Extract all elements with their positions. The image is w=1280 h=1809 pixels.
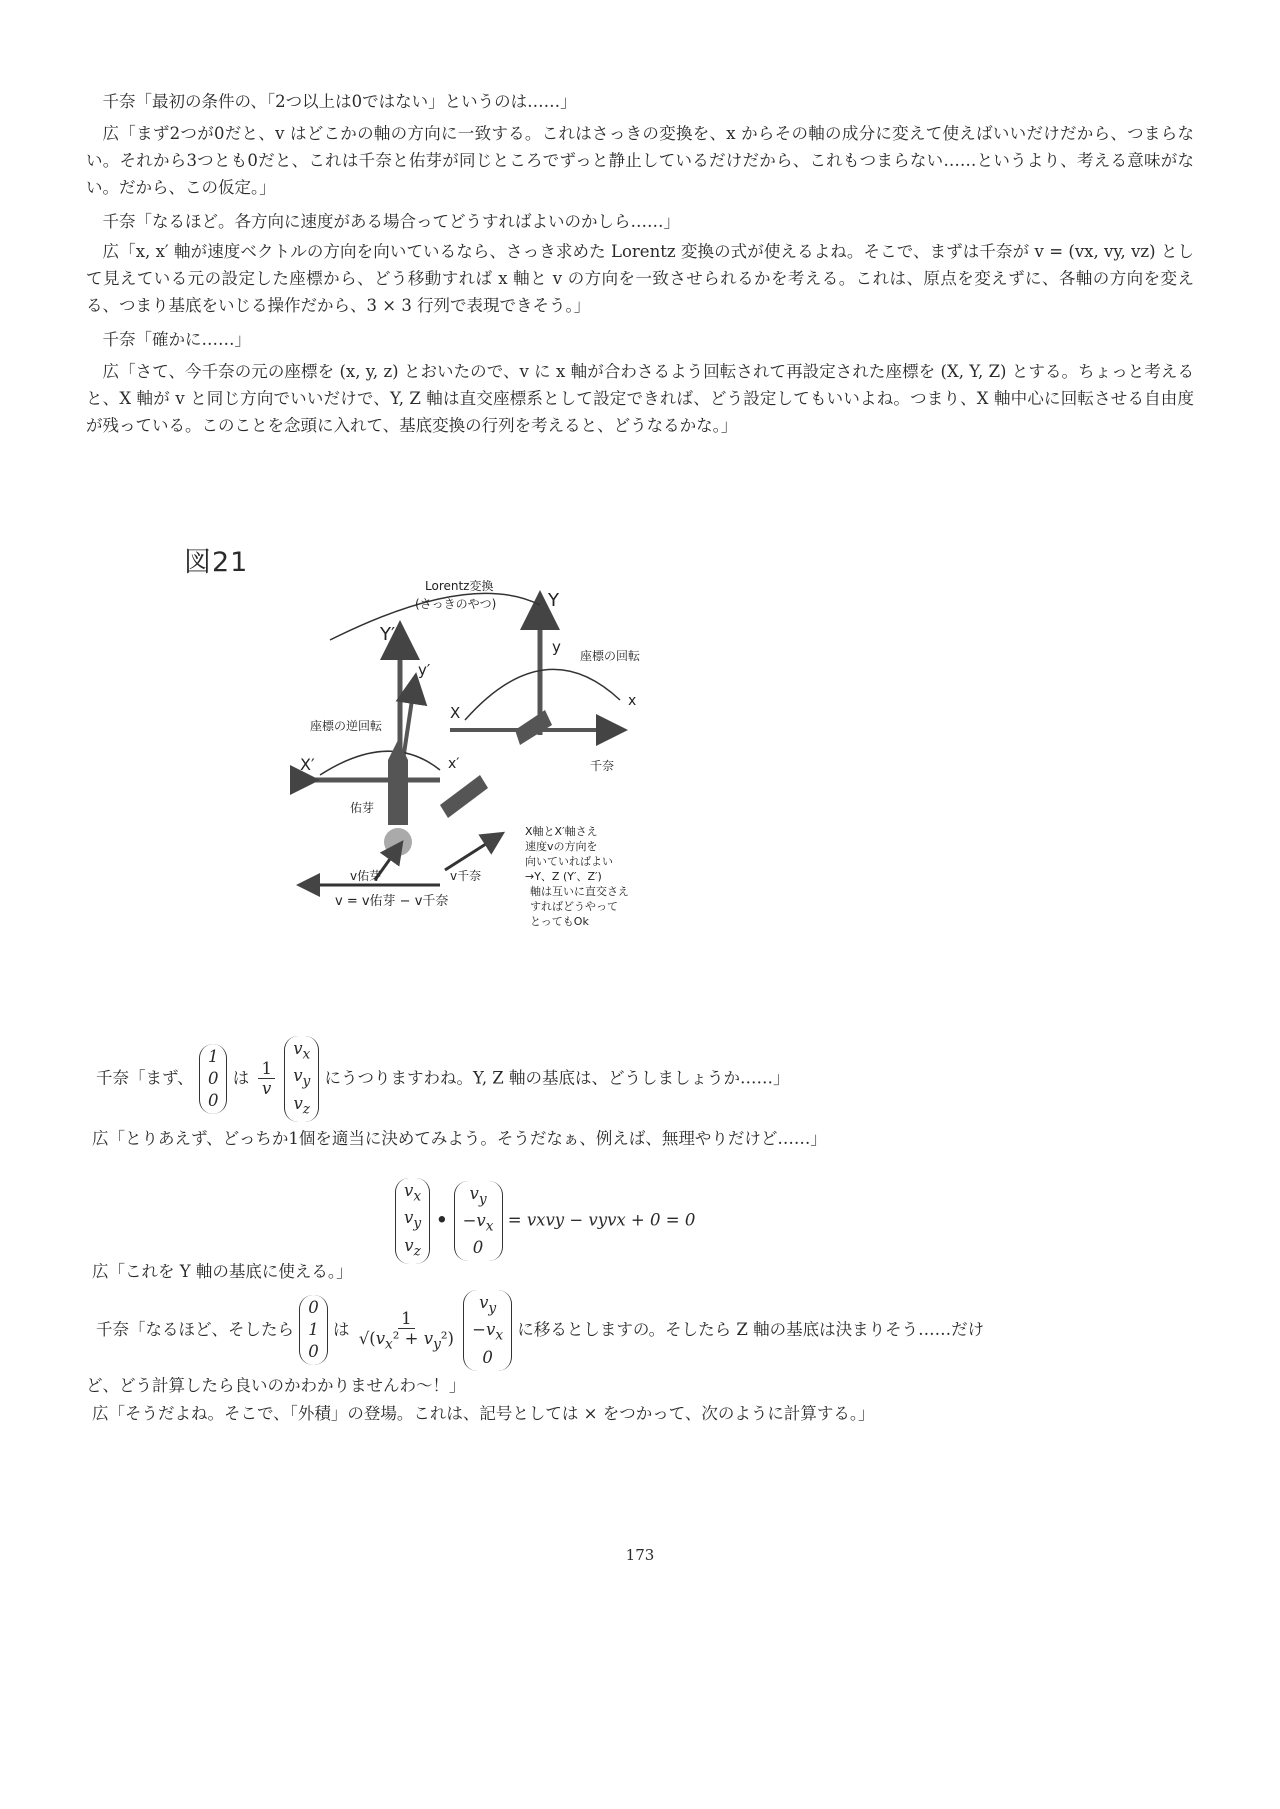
lorentz-sub-label: (さっきのやつ) [415, 597, 497, 611]
v-yume-label: v佑芽 [350, 869, 382, 883]
rotation-label: 座標の回転 [580, 649, 641, 663]
paragraph: 広「まず2つが0だと、v はどこかの軸の方向に一致する。これはさっきの変換を、x からその軸の成分に変えて使えばいいだけだから、つまらない。それから3つとも0だと、これは千奈と佑芽が同じところでずっと静止しているだけだから、これもつまらない……というより、考える意味がない。だから、この仮定。」 [86, 124, 1194, 197]
velocity-vector: $v_x$ $v_y$ $v_z$ [284, 1036, 319, 1122]
dialogue-line: 広「そうだよね。そこで、「外積」の登場。これは、記号としては × をつかって、次のように計算する。」 [92, 1404, 875, 1423]
normalization-fraction: $\frac{1}{√(v_x^2 + v_y^2)}$ [358, 1308, 454, 1352]
dialogue-text: 千奈「まず、 [96, 1068, 194, 1088]
orthogonal-vector: $v_y$ $-v_x$ 0 [454, 1181, 503, 1262]
yp-small-label: y′ [418, 661, 431, 679]
y-prime-label: Y′ [380, 624, 396, 645]
x-prime-label: X′ [300, 755, 315, 774]
dialogue-text: は [333, 1319, 350, 1339]
y-small-label: y [552, 638, 561, 656]
inverse-rotation-arc [320, 751, 440, 775]
rocket-yume [384, 740, 412, 856]
unit-vector-x: 1 0 0 [199, 1044, 228, 1114]
rotation-diagram [290, 580, 690, 940]
note-line: 速度vの方向を [525, 840, 598, 853]
fraction-1-over-v: $\frac{1}{v}$ [258, 1059, 275, 1098]
figure-21 [290, 580, 690, 940]
dialogue-line: 広「これを Y 軸の基底に使える。」 [92, 1262, 353, 1281]
note-line: →Y、Z (Y′、Z′) [525, 870, 602, 883]
dialogue-text: は [232, 1068, 250, 1088]
v-chinatsu-label: v千奈 [450, 869, 482, 883]
dialogue-text: に移るとしますの。そしたら Z 軸の基底は決まりそう……だけ [517, 1319, 985, 1339]
inverse-rotation-label: 座標の逆回転 [310, 719, 383, 733]
unit-vector-y: 0 1 0 [299, 1295, 328, 1365]
dialogue-line: 広「とりあえず、どっちか1個を適当に決めてみよう。そうだなぁ、例えば、無理やりだけど……」 [92, 1129, 827, 1148]
x-label: X [450, 704, 461, 722]
dialogue-text: にうつりますわね。Y, Z 軸の基底は、どうしましょうか……」 [324, 1068, 790, 1088]
paragraph: 千奈「確かに……」 [102, 330, 251, 349]
dialogue-text: 千奈「なるほど、そしたら [96, 1319, 294, 1339]
orthogonal-vector: $v_y$ $-v_x$ 0 [463, 1290, 512, 1371]
note-line: X軸とX′軸さえ [525, 825, 598, 838]
dot-operator: • [435, 1208, 449, 1234]
rocket-middle [440, 775, 488, 818]
xp-small-label: x′ [448, 756, 460, 772]
figure-label: 図21 [184, 547, 249, 578]
note-line: 軸は互いに直交さえ [530, 885, 629, 898]
dialogue-line [96, 1036, 790, 1122]
v-relation-label: v = v佑芽 − v千奈 [335, 894, 449, 909]
note-line: 向いていればよい [525, 855, 613, 868]
paragraph: 広「さて、今千奈の元の座標を (x, y, z) とおいたので、v に x 軸が合わさるよう回転されて再設定された座標を (X, Y, Z) とする。ちょっと考えると、X 軸が v と同じ方向でいいだけで、Y, Z 軸は直交座標系として設定できれば、どう設定してもいいよね。つまり、X 軸中心に回転させる自由度が残っている。このことを念頭に入れて、基底変換の行列を考えると、どうなるかな。」 [86, 362, 1194, 435]
chinatsu-label: 千奈 [590, 759, 615, 773]
x-small-label: x [628, 693, 637, 709]
yume-label: 佑芽 [350, 801, 375, 815]
velocity-vector: $v_x$ $v_y$ $v_z$ [395, 1178, 430, 1264]
paragraph: 千奈「なるほど。各方向に速度がある場合ってどうすればよいのかしら……」 [102, 212, 680, 231]
dialogue-line: ど、どう計算したら良いのかわかりませんわ〜！」 [86, 1376, 466, 1395]
lorentz-label: Lorentz変換 [425, 580, 494, 593]
dialogue-line [96, 1290, 984, 1371]
paragraph: 広「x, x′ 軸が速度ベクトルの方向を向いているなら、さっき求めた Lorentz 変換の式が使えるよね。そこで、まずは千奈が v = (vx, vy, vz) として見えている元の設定した座標から、どう移動すれば x 軸と v の方向を一致させられるかを考える。これは、原点を変えずに、各軸の方向を変える、つまり基底をいじる操作だから、3 × 3 行列で表現できそう。」 [86, 242, 1194, 315]
note-line: とってもOk [530, 915, 589, 928]
y-label: Y [548, 590, 559, 611]
page-number: 173 [625, 1546, 655, 1564]
note-line: すればどうやって [530, 900, 618, 913]
v-chinatsu-arrow [445, 835, 500, 870]
dot-product-equation [395, 1178, 695, 1264]
dot-result: = vxvy − vyvx + 0 = 0 [507, 1210, 696, 1230]
paragraph: 千奈「最初の条件の、「2つ以上は0ではない」というのは……」 [102, 92, 577, 111]
rocket-chinatsu [515, 710, 552, 745]
